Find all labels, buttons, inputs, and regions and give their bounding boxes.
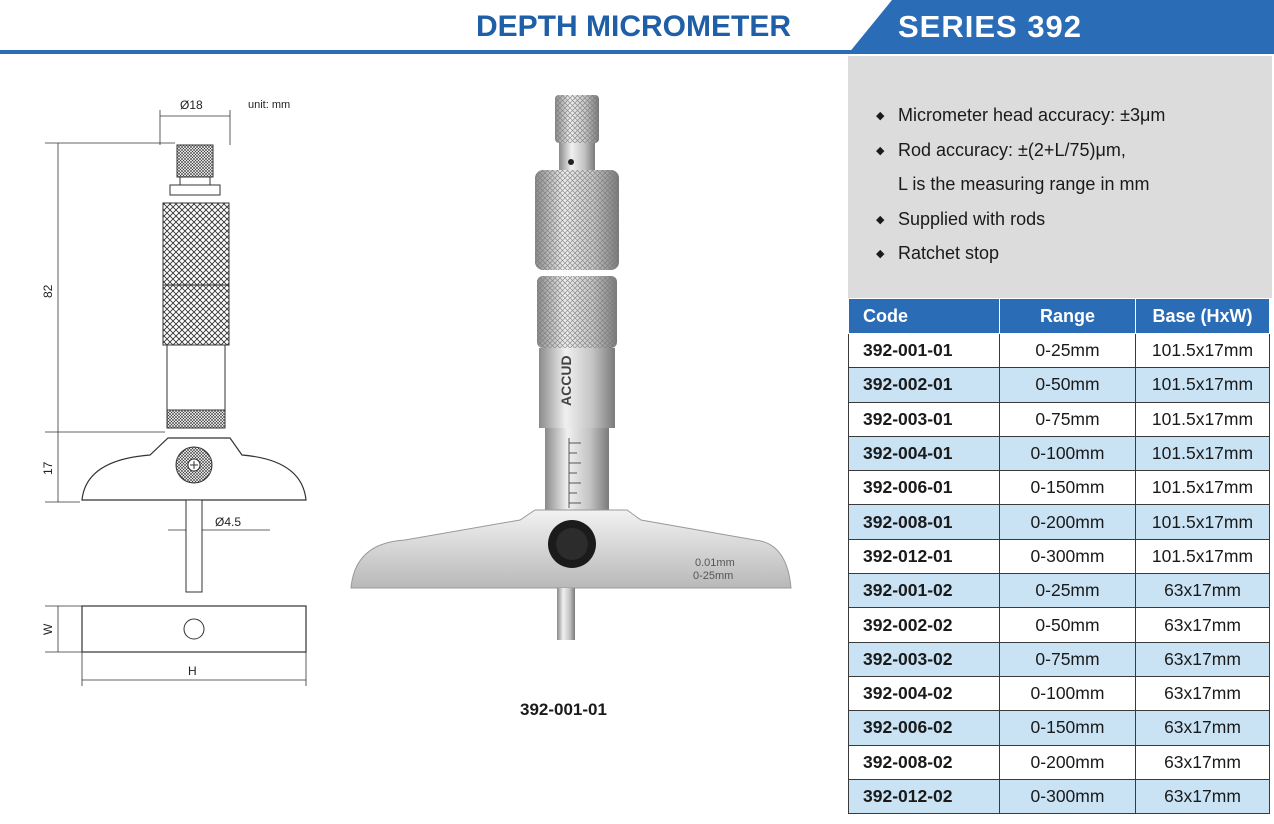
table-row	[849, 539, 1270, 573]
cell-range: 0-100mm	[1000, 676, 1136, 710]
cell-base: 101.5x17mm	[1136, 471, 1270, 505]
cell-code: 392-003-01	[849, 402, 1000, 436]
dim-height-base: 17	[41, 461, 55, 475]
page-title: DEPTH MICROMETER	[476, 10, 791, 43]
cell-code: 392-004-02	[849, 676, 1000, 710]
diamond-bullet-icon: ◆	[876, 248, 885, 260]
cell-base: 101.5x17mm	[1136, 334, 1270, 368]
cell-code: 392-006-01	[849, 471, 1000, 505]
column-header-range: Range	[1000, 299, 1136, 334]
table-header-row	[849, 299, 1270, 334]
diamond-bullet-icon: ◆	[876, 213, 885, 226]
feature-item: ◆ Supplied with rods	[876, 204, 1165, 239]
feature-item-continuation: L is the measuring range in mm	[898, 174, 1150, 194]
dim-width: W	[41, 623, 55, 635]
feature-item: ◆ Ratchet stop	[876, 238, 1165, 273]
cell-range: 0-50mm	[1000, 608, 1136, 642]
dim-height-total: 82	[41, 284, 55, 298]
dim-diameter-rod: Ø4.5	[215, 515, 242, 529]
cell-code: 392-012-02	[849, 779, 1000, 813]
cell-range: 0-300mm	[1000, 779, 1136, 813]
cell-base: 101.5x17mm	[1136, 436, 1270, 470]
table-row	[849, 676, 1270, 710]
cell-range: 0-75mm	[1000, 642, 1136, 676]
column-header-code: Code	[849, 299, 1000, 334]
cell-range: 0-25mm	[1000, 334, 1136, 368]
table-row	[849, 574, 1270, 608]
cell-code: 392-012-01	[849, 539, 1000, 573]
base-print-resolution: 0.01mm	[695, 557, 735, 569]
cell-range: 0-200mm	[1000, 745, 1136, 779]
feature-item: ◆ Micrometer head accuracy: ±3μm	[876, 100, 1165, 135]
cell-range: 0-25mm	[1000, 574, 1136, 608]
cell-code: 392-004-01	[849, 436, 1000, 470]
dim-diameter-top: Ø18	[180, 98, 203, 112]
spec-table	[848, 298, 1270, 814]
cell-range: 0-300mm	[1000, 539, 1136, 573]
table-row	[849, 436, 1270, 470]
cell-range: 0-50mm	[1000, 368, 1136, 402]
cell-code: 392-008-01	[849, 505, 1000, 539]
table-row	[849, 471, 1270, 505]
cell-base: 101.5x17mm	[1136, 402, 1270, 436]
feature-item: ◆ Rod accuracy: ±(2+L/75)μm,	[876, 135, 1165, 170]
cell-range: 0-200mm	[1000, 505, 1136, 539]
cell-base: 63x17mm	[1136, 779, 1270, 813]
cell-base: 63x17mm	[1136, 574, 1270, 608]
diamond-bullet-icon: ◆	[876, 110, 885, 122]
diamond-bullet-icon: ◆	[876, 144, 885, 157]
cell-base: 63x17mm	[1136, 711, 1270, 745]
cell-code: 392-001-01	[849, 334, 1000, 368]
feature-list	[876, 100, 1165, 273]
cell-code: 392-003-02	[849, 642, 1000, 676]
cell-base: 63x17mm	[1136, 676, 1270, 710]
cell-base: 63x17mm	[1136, 642, 1270, 676]
table-row	[849, 505, 1270, 539]
unit-label: unit: mm	[248, 99, 291, 111]
header-rule	[0, 50, 860, 54]
table-row	[849, 745, 1270, 779]
cell-code: 392-001-02	[849, 574, 1000, 608]
table-row	[849, 402, 1270, 436]
cell-base: 101.5x17mm	[1136, 368, 1270, 402]
table-body	[849, 334, 1270, 814]
photo-caption: 392-001-01	[520, 700, 607, 719]
cell-code: 392-008-02	[849, 745, 1000, 779]
table-row	[849, 368, 1270, 402]
cell-base: 101.5x17mm	[1136, 505, 1270, 539]
cell-range: 0-75mm	[1000, 402, 1136, 436]
cell-range: 0-100mm	[1000, 436, 1136, 470]
cell-code: 392-006-02	[849, 711, 1000, 745]
dim-length: H	[188, 664, 197, 678]
cell-code: 392-002-02	[849, 608, 1000, 642]
cell-base: 63x17mm	[1136, 608, 1270, 642]
base-print-range: 0-25mm	[693, 570, 734, 582]
table-row	[849, 642, 1270, 676]
column-header-base: Base (HxW)	[1136, 299, 1270, 334]
cell-base: 63x17mm	[1136, 745, 1270, 779]
cell-code: 392-002-01	[849, 368, 1000, 402]
table-row	[849, 334, 1270, 368]
product-photo	[345, 88, 805, 648]
cell-base: 101.5x17mm	[1136, 539, 1270, 573]
table-row	[849, 608, 1270, 642]
cell-range: 0-150mm	[1000, 471, 1136, 505]
table-row	[849, 779, 1270, 813]
brand-mark: ACCUD	[558, 355, 574, 406]
cell-range: 0-150mm	[1000, 711, 1136, 745]
series-label: SERIES 392	[898, 9, 1083, 44]
table-row	[849, 711, 1270, 745]
technical-drawing	[20, 90, 350, 690]
